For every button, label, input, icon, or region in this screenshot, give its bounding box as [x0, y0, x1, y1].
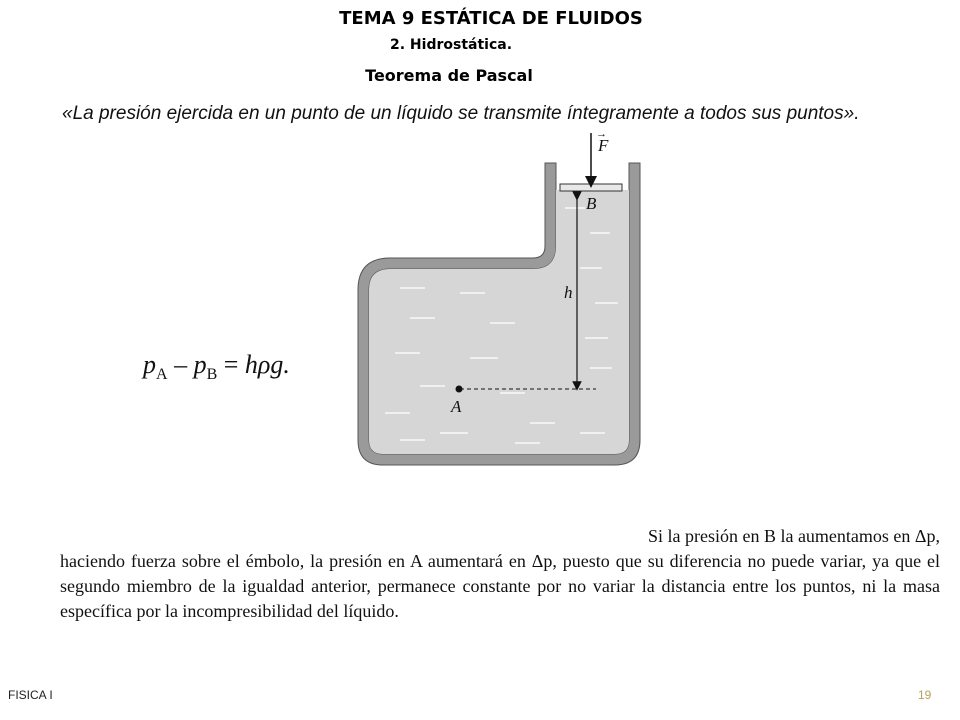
force-label: F: [598, 136, 609, 155]
pascal-principle-quote: «La presión ejercida en un punto de un líquido se transmite íntegramente a todos sus puntos».: [62, 103, 860, 124]
footer-page-number: 19: [918, 688, 932, 702]
force-arrow-accent: →: [596, 128, 607, 140]
pressure-formula: [143, 350, 290, 384]
point-a: [456, 386, 463, 393]
formula-minus: –: [167, 350, 194, 379]
pascal-vessel-diagram: [340, 128, 660, 473]
label-h: h: [564, 283, 573, 302]
footer-course-name: FISICA I: [8, 688, 53, 702]
formula-p-b: p: [193, 350, 207, 379]
formula-equals: =: [217, 350, 245, 379]
label-b: B: [586, 194, 597, 213]
explanation-body: haciendo fuerza sobre el émbolo, la presión en A aumentará en Δp, puesto que su diferencia no puede variar, ya que el segundo miembro de la igualdad anterior, permanece constante por no variar la distancia entre los puntos, ni la masa específica por la incompresibilidad del líquido.: [60, 551, 940, 621]
slide-subtitle: 2. Hidrostática.: [390, 37, 513, 53]
explanation-paragraph: [60, 524, 940, 624]
formula-sub-a: A: [156, 366, 168, 384]
piston-plate: [560, 184, 622, 191]
slide-title: TEMA 9 ESTÁTICA DE FLUIDOS: [339, 8, 643, 29]
formula-rhs: hρg.: [244, 350, 290, 379]
formula-p-a: p: [143, 350, 156, 379]
section-heading: Teorema de Pascal: [365, 66, 533, 85]
formula-sub-b: B: [206, 366, 218, 384]
explanation-first-line: Si la presión en B la aumentamos en Δp,: [647, 526, 940, 546]
liquid-fill: [369, 190, 629, 454]
label-a: A: [451, 397, 462, 416]
